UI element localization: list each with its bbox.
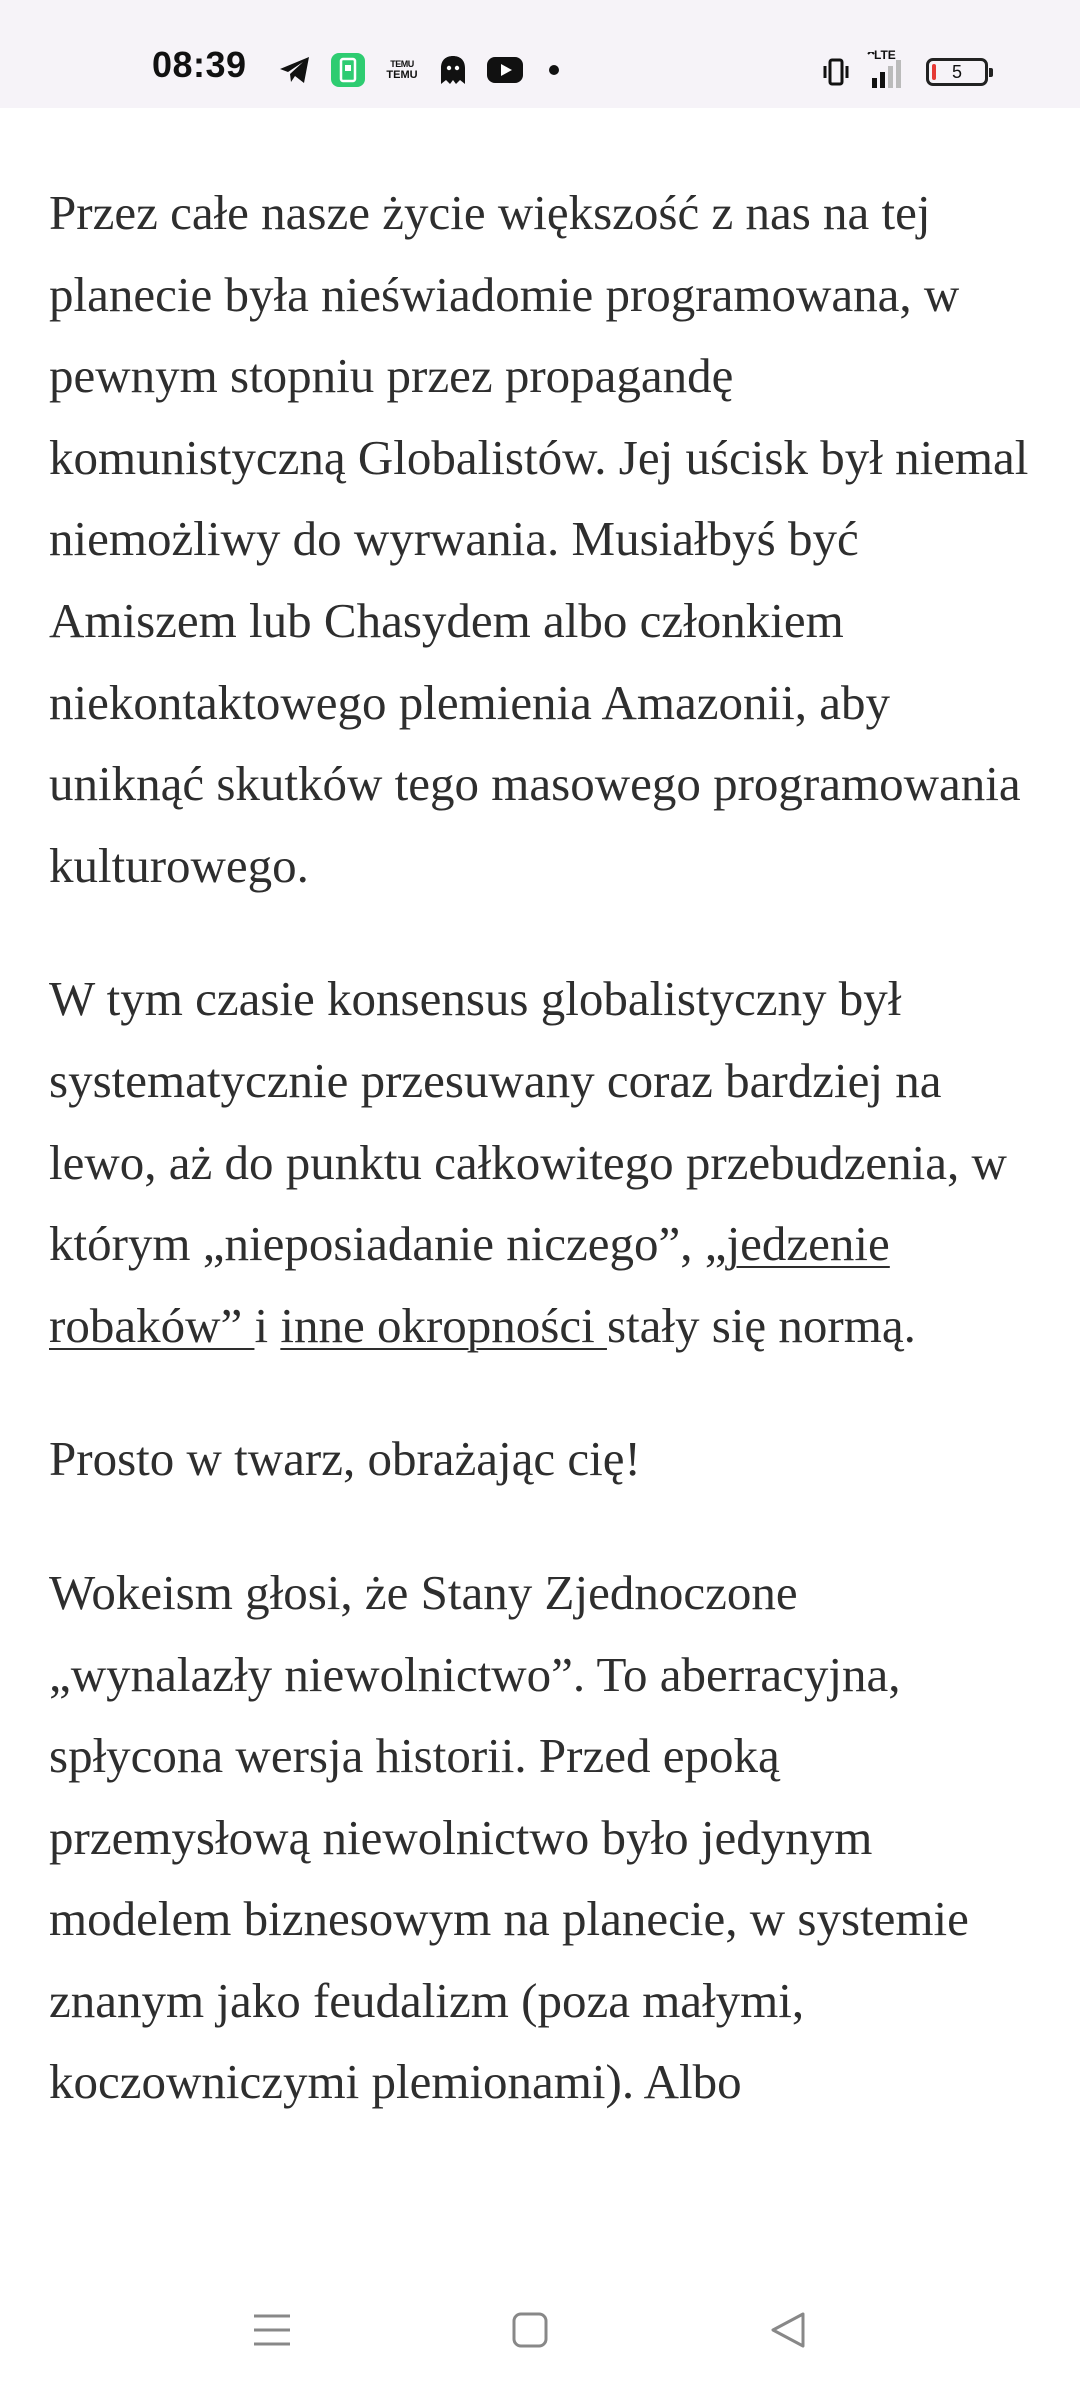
vibrate-icon — [820, 56, 852, 88]
status-icons-left — [278, 52, 560, 88]
menu-icon — [252, 2312, 292, 2353]
article-body — [49, 172, 1029, 2175]
paragraph-text: stały się normą. — [606, 1297, 916, 1353]
app-clipboard-icon — [330, 52, 366, 88]
battery-level: 5 — [951, 62, 962, 82]
link-jedzenie-robakow[interactable]: jedzenie robaków” — [49, 1216, 890, 1353]
paragraph-text: i — [254, 1297, 281, 1353]
signal-lte-icon — [866, 48, 912, 92]
temu-label-bottom: TEMU — [386, 69, 418, 81]
menu-button[interactable] — [232, 2292, 312, 2372]
battery-icon — [926, 58, 988, 86]
back-icon — [769, 2310, 807, 2355]
article-paragraph: Prosto w twarz, obrażając cię! — [49, 1431, 641, 1487]
status-time: 08:39 — [152, 44, 247, 85]
navigation-bar — [0, 2262, 1080, 2400]
home-icon — [511, 2311, 549, 2354]
home-button[interactable] — [490, 2292, 570, 2372]
temu-icon — [384, 59, 420, 81]
back-button[interactable] — [748, 2292, 828, 2372]
battery-fill — [932, 64, 936, 80]
temu-label-top: TEMU — [390, 59, 414, 69]
telegram-icon — [278, 55, 312, 85]
link-inne-okropnosci[interactable]: inne okropności — [280, 1297, 607, 1353]
article-paragraph: Przez całe nasze życie większość z nas na tej planecie była nieświadomie programowana, w pewnym stopniu przez propagandę komunistyczną Globalistów. Jej uścisk był niemal niemożliwy do wyrwania. Musiałbyś być Amiszem lub Chasydem albo członkiem niekontaktowego plemienia Amazonii, aby uniknąć skutków tego masowego programowania kulturowego. — [49, 185, 1029, 893]
ghost-icon — [438, 54, 468, 86]
article-paragraph — [49, 958, 1029, 1366]
notification-dot-icon — [548, 64, 560, 76]
youtube-icon — [486, 56, 524, 84]
status-icons-right — [820, 48, 988, 92]
status-bar — [0, 0, 1080, 108]
article-paragraph: Wokeism głosi, że Stany Zjednoczone „wynalazły niewolnictwo”. To aberracyjna, spłycona wersja historii. Przed epoką przemysłową niewolnictwo było jedynym modelem biznesowym na planecie, w systemie znanym jako feudalizm (poza małymi, koczowniczymi plemionami). Albo — [49, 1564, 969, 2110]
network-type: LTE — [874, 48, 896, 62]
paragraph-text: W tym czasie konsensus globalistyczny był systematycznie przesuwany coraz bardziej na lewo, aż do punktu całkowitego przebudzenia, w którym „nieposiadanie niczego”, „ — [49, 971, 1007, 1272]
